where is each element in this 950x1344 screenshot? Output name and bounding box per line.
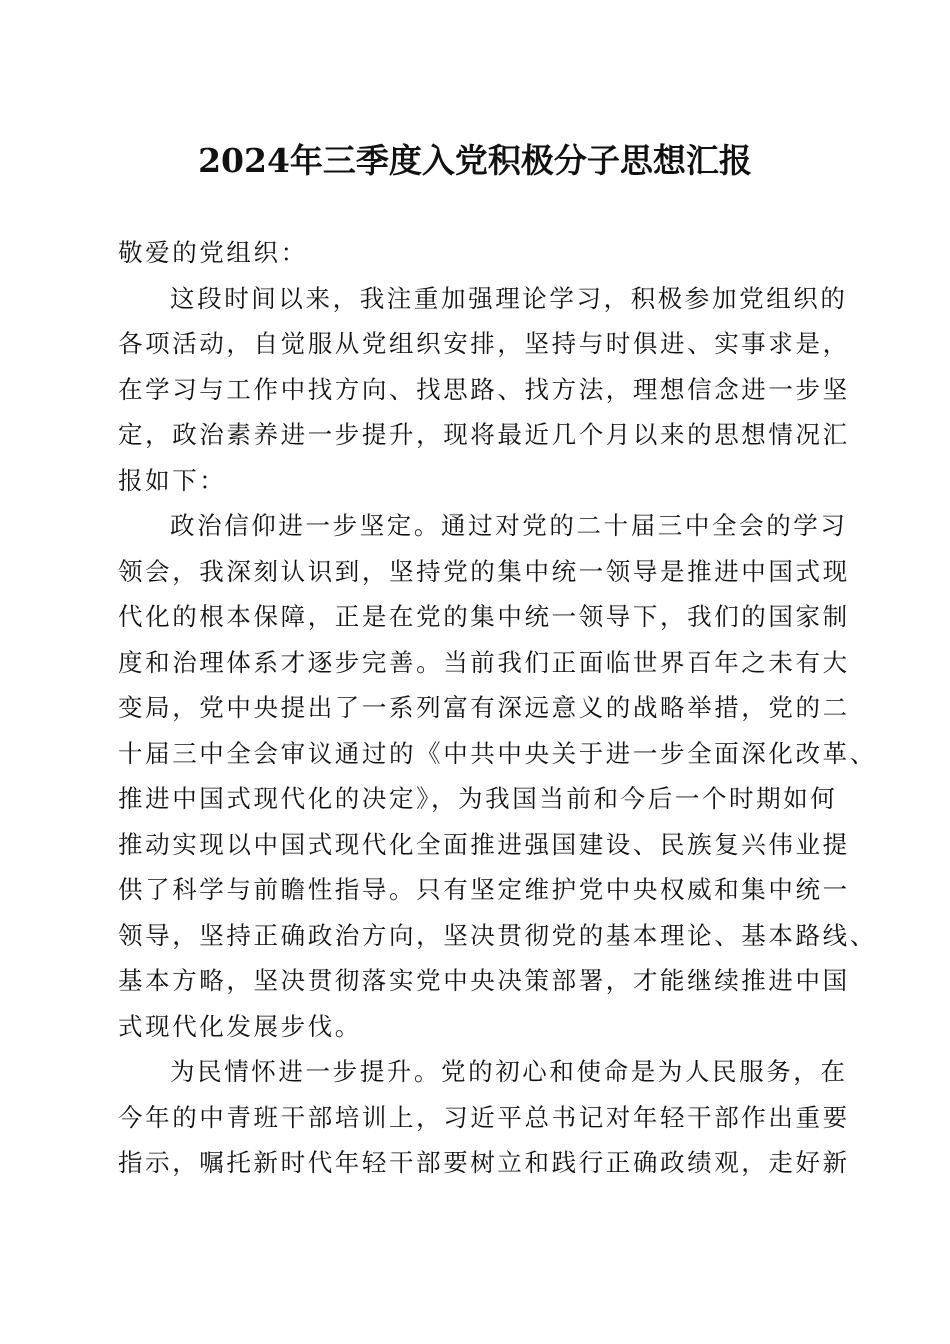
text-line: 领会，我深刻认识到，坚持党的集中统一领导是推进中国式现: [118, 556, 850, 586]
text-line: 供了科学与前瞻性指导。只有坚定维护党中央权威和集中统一: [118, 875, 850, 904]
text-line: 推进中国式现代化的决定》，为我国当前和今后一个时期如何: [118, 784, 838, 813]
paragraph-lines: [118, 276, 877, 1186]
text-line: 这段时间以来，我注重加强理论学习，积极参加党组织的: [170, 283, 848, 313]
text-line: 变局，党中央提出了一系列富有深远意义的战略举措，党的二: [118, 693, 850, 722]
text-line: 代化的根本保障，正是在党的集中统一领导下，我们的国家制: [118, 602, 850, 631]
text-line: 度和治理体系才逐步完善。当前我们正面临世界百年之未有大: [118, 647, 850, 677]
text-line: 基本方略，坚决贯彻落实党中央决策部署，才能继续推进中国: [118, 966, 850, 995]
text-line: 今年的中青班干部培训上，习近平总书记对年轻干部作出重要: [118, 1102, 850, 1132]
text-line: 为民情怀进一步提升。党的初心和使命是为人民服务，在: [170, 1057, 848, 1086]
text-line: 在学习与工作中找方向、找思路、找方法，理想信念进一步坚: [118, 374, 850, 404]
document-body: [118, 230, 877, 1186]
text-line: 报如下：: [118, 465, 227, 495]
document-title: 2024年三季度入党积极分子思想汇报: [198, 141, 752, 180]
text-line: 推动实现以中国式现代化全面推进强国建设、民族复兴伟业提: [118, 829, 850, 859]
text-line: 领导，坚持正确政治方向，坚决贯彻党的基本理论、基本路线、: [118, 920, 877, 950]
salutation: 敬爱的党组织：: [118, 238, 308, 267]
text-line: 指示，嘱托新时代年轻干部要树立和践行正确政绩观，走好新: [118, 1148, 850, 1177]
text-line: 十届三中全会审议通过的《中共中央关于进一步全面深化改革、: [118, 738, 877, 768]
text-line: 式现代化发展步伐。: [118, 1011, 362, 1041]
text-line: 政治信仰进一步坚定。通过对党的二十届三中全会的学习: [170, 511, 848, 540]
text-line: 各项活动，自觉服从党组织安排，坚持与时俱进、实事求是，: [118, 329, 850, 358]
text-line: 定，政治素养进一步提升，现将最近几个月以来的思想情况汇: [118, 420, 850, 449]
